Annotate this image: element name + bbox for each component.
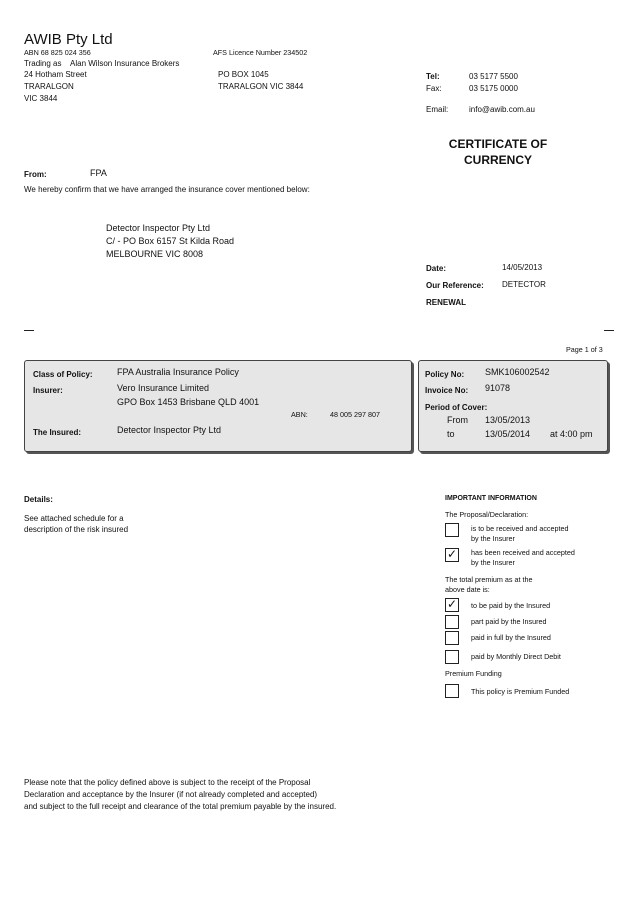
proposal-label: The Proposal/Declaration: — [445, 510, 529, 519]
period-to-time: at 4:00 pm — [550, 429, 593, 439]
period-from-date: 13/05/2013 — [485, 415, 531, 425]
insured-label: The Insured: — [33, 428, 82, 437]
company-abn: ABN 68 825 024 356 — [24, 48, 91, 57]
opt2-line2: by the Insurer — [471, 558, 515, 567]
email-label: Email: — [426, 105, 449, 114]
period-label: Period of Cover: — [425, 403, 488, 412]
invoice-value: 91078 — [485, 383, 511, 393]
details-text-line1: See attached schedule for a — [24, 514, 124, 523]
fold-mark-right — [604, 330, 614, 331]
insurer-label: Insurer: — [33, 386, 63, 395]
from-value: FPA — [90, 168, 107, 178]
trading-as-name: Alan Wilson Insurance Brokers — [70, 59, 180, 68]
fold-mark-left — [24, 330, 34, 331]
premium-option-2: part paid by the Insured — [471, 617, 547, 626]
page-indicator: Page 1 of 3 — [566, 345, 603, 354]
abn-value: 48 005 297 807 — [330, 410, 380, 419]
date-value: 14/05/2013 — [502, 263, 543, 272]
premium-option-4: paid by Monthly Direct Debit — [471, 652, 561, 661]
check-icon: ✓ — [447, 597, 458, 611]
premium-line2: above date is: — [445, 585, 490, 594]
class-value: FPA Australia Insurance Policy — [117, 367, 239, 377]
direct-debit-checkbox[interactable] — [445, 650, 459, 664]
date-label: Date: — [426, 264, 447, 273]
addressee-line3: MELBOURNE VIC 8008 — [106, 249, 204, 259]
tel-label: Tel: — [426, 72, 440, 81]
premium-funded-checkbox[interactable] — [445, 684, 459, 698]
afs-licence: AFS Licence Number 234502 — [213, 48, 308, 57]
policy-no-label: Policy No: — [425, 370, 465, 379]
footer-line1: Please note that the policy defined above is subject to the receipt of the Proposal — [24, 778, 311, 787]
trading-as-label: Trading as — [24, 59, 62, 68]
certificate-title-line1: CERTIFICATE OF — [448, 137, 548, 151]
premium-option-3: paid in full by the Insured — [471, 633, 551, 642]
abn-label: ABN: — [291, 410, 308, 419]
certificate-title-line2: CURRENCY — [463, 153, 532, 167]
opt1-line2: by the Insurer — [471, 534, 515, 543]
company-street: 24 Hotham Street — [24, 70, 87, 79]
period-to-label: to — [447, 429, 455, 439]
company-state: VIC 3844 — [24, 94, 58, 103]
important-heading: IMPORTANT INFORMATION — [445, 495, 537, 502]
check-icon: ✓ — [447, 547, 458, 561]
class-label: Class of Policy: — [33, 370, 93, 379]
premium-funding-label: Premium Funding — [445, 669, 502, 678]
proposal-received-checkbox[interactable] — [445, 548, 459, 562]
premium-funded-text: This policy is Premium Funded — [471, 687, 570, 696]
footer-line2: Declaration and acceptance by the Insurer (if not already completed and accepted) — [24, 790, 318, 799]
confirm-text: We hereby confirm that we have arranged the insurance cover mentioned below: — [24, 185, 310, 194]
po-box: PO BOX 1045 — [218, 70, 269, 79]
status-label: RENEWAL — [426, 298, 466, 307]
period-from-label: From — [447, 415, 468, 425]
email-value[interactable]: info@awib.com.au — [469, 105, 535, 114]
footer-line3: and subject to the full receipt and clearance of the total premium payable by the insured. — [24, 802, 337, 811]
addressee-line2: C/ - PO Box 6157 St Kilda Road — [106, 236, 235, 246]
company-city: TRARALGON — [24, 82, 74, 91]
premium-line1: The total premium as at the — [445, 575, 533, 584]
fax-value: 03 5175 0000 — [469, 84, 518, 93]
insurer-address: GPO Box 1453 Brisbane QLD 4001 — [117, 397, 260, 407]
tel-value: 03 5177 5500 — [469, 72, 518, 81]
details-text-line2: description of the risk insured — [24, 525, 129, 534]
policy-summary-box — [24, 360, 412, 452]
details-label: Details: — [24, 495, 53, 504]
fax-label: Fax: — [426, 84, 442, 93]
premium-option-1: to be paid by the Insured — [471, 601, 551, 610]
policy-details-box — [418, 360, 608, 452]
part-paid-checkbox[interactable] — [445, 615, 459, 629]
invoice-label: Invoice No: — [425, 386, 469, 395]
opt1-line1: is to be received and accepted — [471, 524, 569, 533]
company-name: AWIB Pty Ltd — [24, 31, 113, 48]
insurer-name: Vero Insurance Limited — [117, 383, 210, 393]
proposal-to-be-received-checkbox[interactable] — [445, 523, 459, 537]
reference-value: DETECTOR — [502, 280, 546, 289]
insured-value: Detector Inspector Pty Ltd — [117, 425, 222, 435]
opt2-line1: has been received and accepted — [471, 548, 575, 557]
reference-label: Our Reference: — [426, 281, 484, 290]
addressee-line1: Detector Inspector Pty Ltd — [106, 223, 211, 233]
paid-by-insured-checkbox[interactable] — [445, 598, 459, 612]
from-label: From: — [24, 170, 47, 179]
policy-no-value: SMK106002542 — [485, 367, 550, 377]
paid-in-full-checkbox[interactable] — [445, 631, 459, 645]
period-to-date: 13/05/2014 — [485, 429, 531, 439]
po-city: TRARALGON VIC 3844 — [218, 82, 304, 91]
